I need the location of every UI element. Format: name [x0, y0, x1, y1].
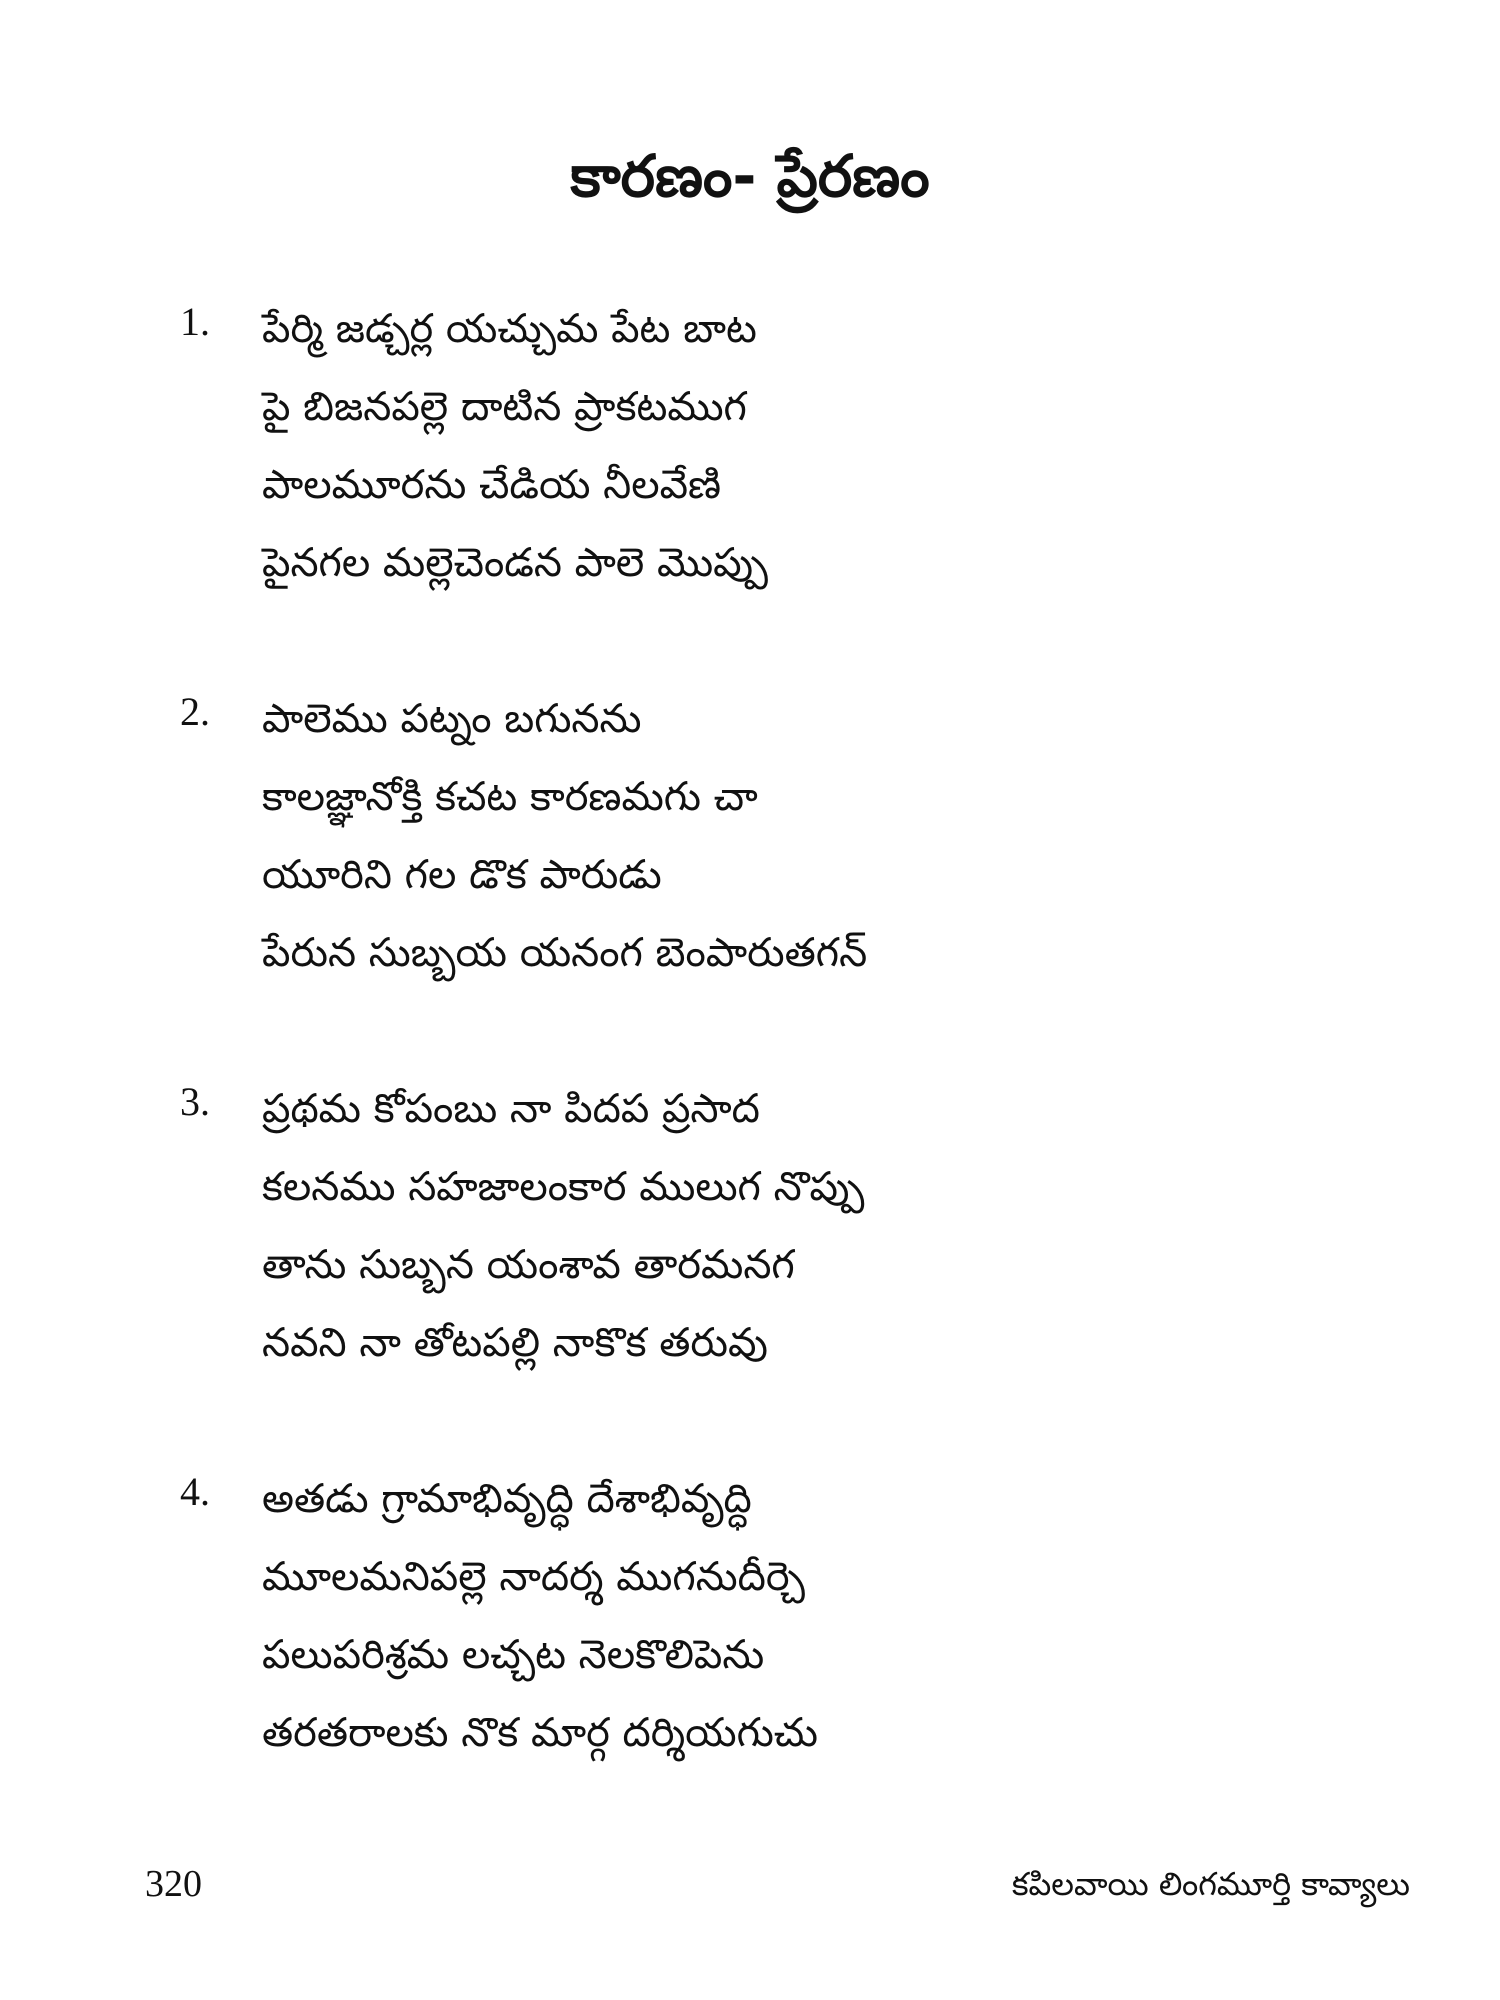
- page-title: కారణం- ప్రేరణం: [570, 141, 930, 210]
- poem-line: కలనము సహజాలంకార ములుగ నొప్పు: [262, 1164, 865, 1210]
- poem-line: తరతరాలకు నొక మార్గ దర్శియగుచు: [262, 1710, 819, 1756]
- stanza-number: 2.: [180, 689, 210, 734]
- stanza-number: 4.: [180, 1469, 210, 1514]
- poem-line: ప్రథమ కోపంబు నా పిదప ప్రసాద: [262, 1086, 760, 1132]
- poem-line: అతడు గ్రామాభివృద్ధి దేశాభివృద్ధి: [262, 1476, 752, 1522]
- stanza-lines: [262, 680, 867, 992]
- stanza-number: 1.: [180, 299, 210, 344]
- stanza-lines: [262, 290, 768, 602]
- stanza-number: 3.: [180, 1079, 210, 1124]
- poem-line: పాలమూరను చేడియ నీలవేణి: [262, 462, 722, 508]
- stanza-lines: [262, 1460, 818, 1772]
- stanza-lines: [262, 1070, 864, 1382]
- poem-line: కాలజ్ఞానోక్తి కచట కారణమగు చా: [262, 774, 758, 820]
- poem-line: పై బిజనపల్లె దాటిన ప్రాకటముగ: [262, 384, 747, 430]
- poem-line: తాను సుబ్బన యంశావ తారమనగ: [262, 1242, 795, 1288]
- poem-line: పేరున సుబ్బయ యనంగ బెంపారుతగన్: [262, 930, 868, 976]
- poem-line: పైనగల మల్లెచెండన పాలె మొప్పు: [262, 540, 768, 586]
- poem-line: మూలమనిపల్లె నాదర్శ ముగనుదీర్చె: [262, 1554, 806, 1600]
- poem-line: పేర్మి జడ్చర్ల యచ్చుమ పేట బాట: [262, 306, 757, 352]
- poem-line: నవని నా తోటపల్లి నాకొక తరువు: [262, 1320, 768, 1366]
- poem-line: యూరిని గల డొక పారుడు: [262, 852, 662, 898]
- book-title: కపిలవాయి లింగమూర్తి కావ్యాలు: [1011, 1865, 1410, 1903]
- poem-line: పాలెము పట్నం బగునను: [262, 696, 642, 742]
- poem-line: పలుపరిశ్రమ లచ్చట నెలకొలిపెను: [262, 1632, 765, 1678]
- page-number: 320: [145, 1863, 202, 1905]
